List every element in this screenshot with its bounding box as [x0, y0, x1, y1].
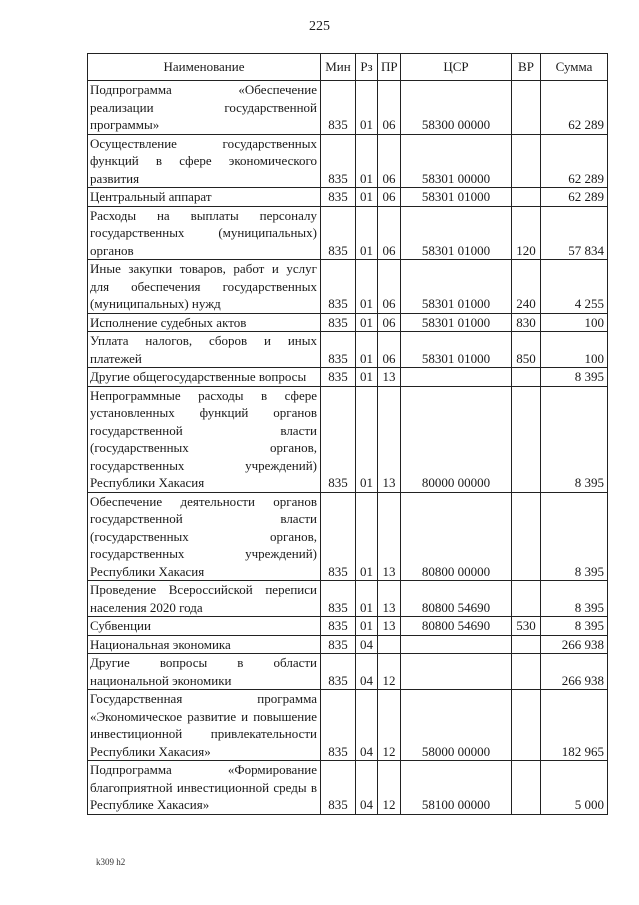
row-name: Уплата налогов, сборов и иных платежей	[88, 332, 321, 368]
table-row	[88, 654, 608, 690]
row-sum: 62 289	[541, 188, 608, 207]
row-pr: 06	[378, 332, 401, 368]
row-pr: 12	[378, 690, 401, 761]
table-row	[88, 332, 608, 368]
row-csr: 58100 00000	[401, 761, 512, 815]
row-pr	[378, 635, 401, 654]
row-min: 835	[321, 617, 356, 636]
row-name: Национальная экономика	[88, 635, 321, 654]
header-sum: Сумма	[541, 54, 608, 81]
row-csr	[401, 635, 512, 654]
row-vr	[512, 81, 541, 135]
row-rz: 01	[356, 492, 378, 581]
row-name: Субвенции	[88, 617, 321, 636]
row-sum: 182 965	[541, 690, 608, 761]
row-min: 835	[321, 188, 356, 207]
row-sum: 266 938	[541, 654, 608, 690]
row-name: Другие общегосударственные вопросы	[88, 368, 321, 387]
row-name: Обеспечение деятельности органов государственной власти (государственных органов, государственных учреждений) Республики Хакасия	[88, 492, 321, 581]
row-csr: 58301 01000	[401, 332, 512, 368]
row-vr	[512, 761, 541, 815]
table-row	[88, 386, 608, 492]
table-row	[88, 81, 608, 135]
row-sum: 266 938	[541, 635, 608, 654]
row-min: 835	[321, 260, 356, 314]
row-pr: 12	[378, 761, 401, 815]
row-csr: 58301 01000	[401, 206, 512, 260]
row-name: Подпрограмма «Формирование благоприятной инвестиционной среды в Республике Хакасия»	[88, 761, 321, 815]
header-vr: ВР	[512, 54, 541, 81]
row-min: 835	[321, 332, 356, 368]
row-vr: 530	[512, 617, 541, 636]
row-vr	[512, 134, 541, 188]
row-pr: 13	[378, 368, 401, 387]
table-row	[88, 313, 608, 332]
table-row	[88, 206, 608, 260]
row-pr: 06	[378, 260, 401, 314]
row-rz: 04	[356, 635, 378, 654]
row-min: 835	[321, 635, 356, 654]
row-sum: 100	[541, 313, 608, 332]
row-pr: 13	[378, 617, 401, 636]
row-csr	[401, 368, 512, 387]
table-row	[88, 617, 608, 636]
row-min: 835	[321, 386, 356, 492]
table-row	[88, 761, 608, 815]
row-vr	[512, 654, 541, 690]
page-number: 225	[309, 19, 330, 34]
header-min: Мин	[321, 54, 356, 81]
header-csr: ЦСР	[401, 54, 512, 81]
row-sum: 8 395	[541, 617, 608, 636]
row-vr	[512, 635, 541, 654]
row-min: 835	[321, 81, 356, 135]
row-sum: 8 395	[541, 386, 608, 492]
row-pr: 06	[378, 81, 401, 135]
row-csr: 58301 01000	[401, 260, 512, 314]
row-vr	[512, 492, 541, 581]
row-vr: 240	[512, 260, 541, 314]
row-pr: 06	[378, 313, 401, 332]
row-vr	[512, 368, 541, 387]
header-rz: Рз	[356, 54, 378, 81]
table-row	[88, 492, 608, 581]
footer-code: k309 h2	[96, 857, 126, 867]
row-rz: 04	[356, 690, 378, 761]
row-sum: 62 289	[541, 134, 608, 188]
row-rz: 01	[356, 581, 378, 617]
table-row	[88, 188, 608, 207]
row-vr: 850	[512, 332, 541, 368]
row-name: Иные закупки товаров, работ и услуг для обеспечения государственных (муниципальных) нужд	[88, 260, 321, 314]
row-name: Другие вопросы в области национальной экономики	[88, 654, 321, 690]
row-sum: 5 000	[541, 761, 608, 815]
row-name: Непрограммные расходы в сфере установленных функций органов государственной власти (государственных органов, государственных учреждений) Республики Хакасия	[88, 386, 321, 492]
row-vr	[512, 581, 541, 617]
row-vr	[512, 386, 541, 492]
row-sum: 57 834	[541, 206, 608, 260]
row-sum: 100	[541, 332, 608, 368]
table-row	[88, 368, 608, 387]
row-rz: 01	[356, 368, 378, 387]
row-rz: 01	[356, 332, 378, 368]
row-csr: 80000 00000	[401, 386, 512, 492]
row-csr: 58301 01000	[401, 313, 512, 332]
row-pr: 13	[378, 492, 401, 581]
row-name: Осуществление государственных функций в сфере экономического развития	[88, 134, 321, 188]
row-rz: 01	[356, 134, 378, 188]
row-sum: 8 395	[541, 368, 608, 387]
row-sum: 8 395	[541, 581, 608, 617]
row-name: Исполнение судебных актов	[88, 313, 321, 332]
row-csr: 80800 54690	[401, 617, 512, 636]
row-rz: 01	[356, 313, 378, 332]
row-csr: 80800 00000	[401, 492, 512, 581]
row-name: Подпрограмма «Обеспечение реализации государственной программы»	[88, 81, 321, 135]
row-min: 835	[321, 654, 356, 690]
table-row	[88, 581, 608, 617]
row-min: 835	[321, 581, 356, 617]
table-row	[88, 635, 608, 654]
row-csr	[401, 654, 512, 690]
row-pr: 13	[378, 386, 401, 492]
row-sum: 8 395	[541, 492, 608, 581]
row-sum: 62 289	[541, 81, 608, 135]
row-min: 835	[321, 368, 356, 387]
row-pr: 06	[378, 188, 401, 207]
row-csr: 58301 01000	[401, 188, 512, 207]
row-name: Центральный аппарат	[88, 188, 321, 207]
header-row	[88, 54, 608, 81]
row-sum: 4 255	[541, 260, 608, 314]
row-csr: 80800 54690	[401, 581, 512, 617]
row-pr: 12	[378, 654, 401, 690]
row-rz: 01	[356, 617, 378, 636]
row-rz: 04	[356, 654, 378, 690]
header-name: Наименование	[88, 54, 321, 81]
row-name: Расходы на выплаты персоналу государственных (муниципальных) органов	[88, 206, 321, 260]
row-vr: 120	[512, 206, 541, 260]
row-csr: 58301 00000	[401, 134, 512, 188]
row-name: Государственная программа «Экономическое развитие и повышение инвестиционной привлекательности Республики Хакасия»	[88, 690, 321, 761]
row-rz: 01	[356, 81, 378, 135]
row-min: 835	[321, 492, 356, 581]
row-rz: 01	[356, 260, 378, 314]
row-vr: 830	[512, 313, 541, 332]
row-name: Проведение Всероссийской переписи населения 2020 года	[88, 581, 321, 617]
row-pr: 06	[378, 134, 401, 188]
row-pr: 13	[378, 581, 401, 617]
row-csr: 58000 00000	[401, 690, 512, 761]
budget-table	[87, 53, 608, 815]
table-row	[88, 260, 608, 314]
table-row	[88, 690, 608, 761]
row-min: 835	[321, 761, 356, 815]
row-rz: 01	[356, 386, 378, 492]
row-min: 835	[321, 313, 356, 332]
row-rz: 01	[356, 206, 378, 260]
header-pr: ПР	[378, 54, 401, 81]
row-rz: 04	[356, 761, 378, 815]
row-csr: 58300 00000	[401, 81, 512, 135]
row-min: 835	[321, 206, 356, 260]
row-pr: 06	[378, 206, 401, 260]
row-vr	[512, 188, 541, 207]
row-min: 835	[321, 690, 356, 761]
row-vr	[512, 690, 541, 761]
row-rz: 01	[356, 188, 378, 207]
table-row	[88, 134, 608, 188]
row-min: 835	[321, 134, 356, 188]
